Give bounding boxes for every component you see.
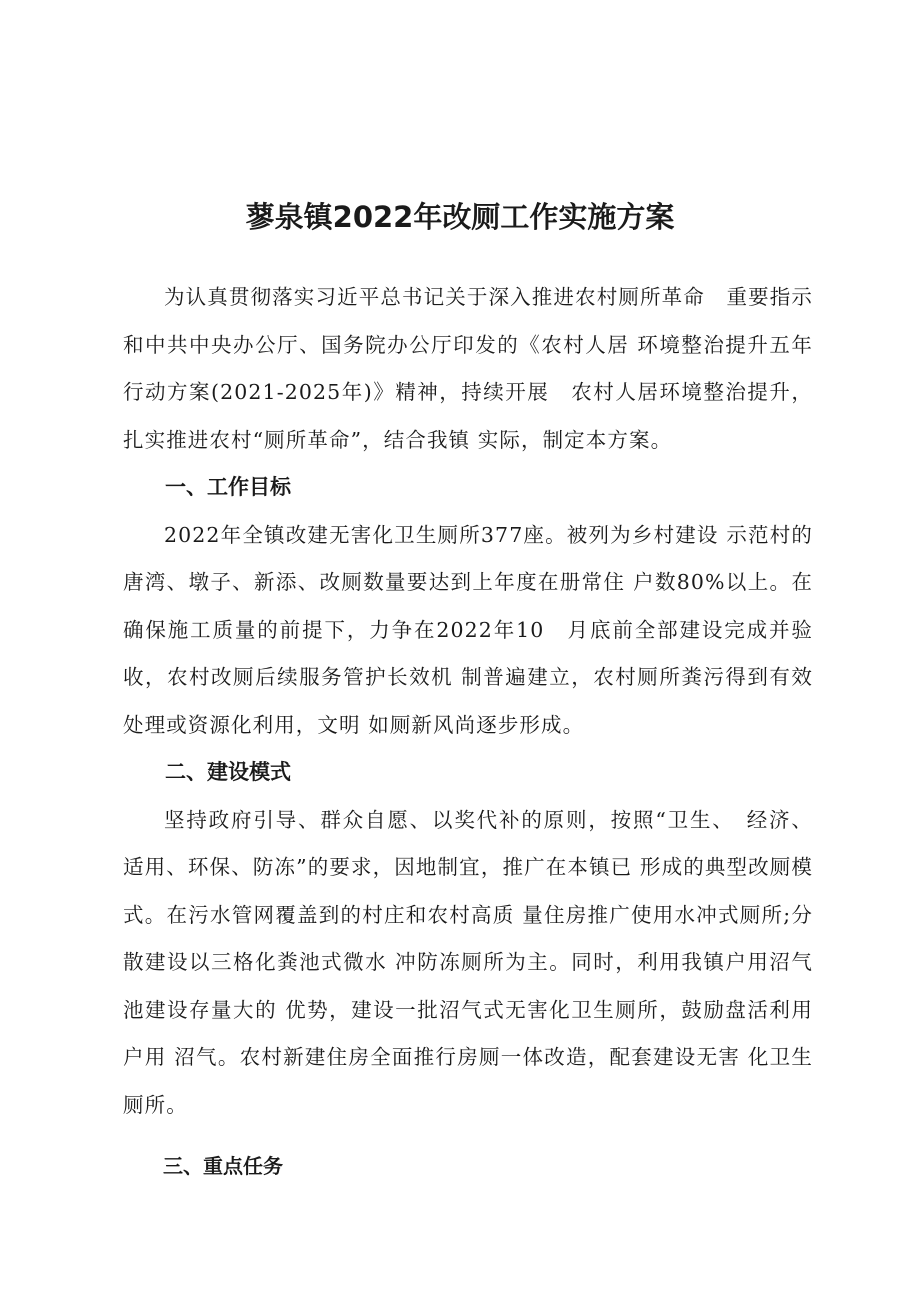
section-paragraph-goals: 2022年全镇改建无害化卫生厕所377座。被列为乡村建设 示范村的唐湾、墩子、新添、改厕数量要达到上年度在册常住 户数80%以上。在确保施工质量的前提下，力争在2022年10 月底前全部建设完成并验收，农村改厕后续服务管护长效机 制普遍建立，农村厕所粪污得到有效处理或资源化利用，文明 如厕新风尚逐步形成。 [123,522,813,737]
section-paragraph-construction-mode: 坚持政府引导、群众自愿、以奖代补的原则，按照“卫生、 经济、适用、环保、防冻”的要求，因地制宜，推广在本镇已 形成的典型改厕模式。在污水管网覆盖到的村庄和农村高质 量住房推广使用水冲式厕所;分散建设以三格化粪池式微水 冲防冻厕所为主。同时，利用我镇户用沼气池建设存量大的 优势，建设一批沼气式无害化卫生厕所，鼓励盘活利用户用 沼气。农村新建住房全面推行房厕一体改造，配套建设无害 化卫生厕所。 [123,807,813,1117]
intro-paragraph: 为认真贯彻落实习近平总书记关于深入推进农村厕所革命 重要指示和中共中央办公厅、国务院办公厅印发的《农村人居 环境整治提升五年行动方案(2021-2025年)》精神，持续开展 农村人居环境整治提升，扎实推进农村“厕所革命”，结合我镇 实际，制定本方案。 [123,285,813,452]
document-title: 蓼泉镇2022年改厕工作实施方案 [245,200,675,234]
section-heading-key-tasks: 三、重点任务 [163,1154,283,1178]
section-heading-construction-mode: 二、建设模式 [165,760,291,784]
section-heading-goals: 一、工作目标 [165,475,291,499]
document-body [123,274,813,1191]
